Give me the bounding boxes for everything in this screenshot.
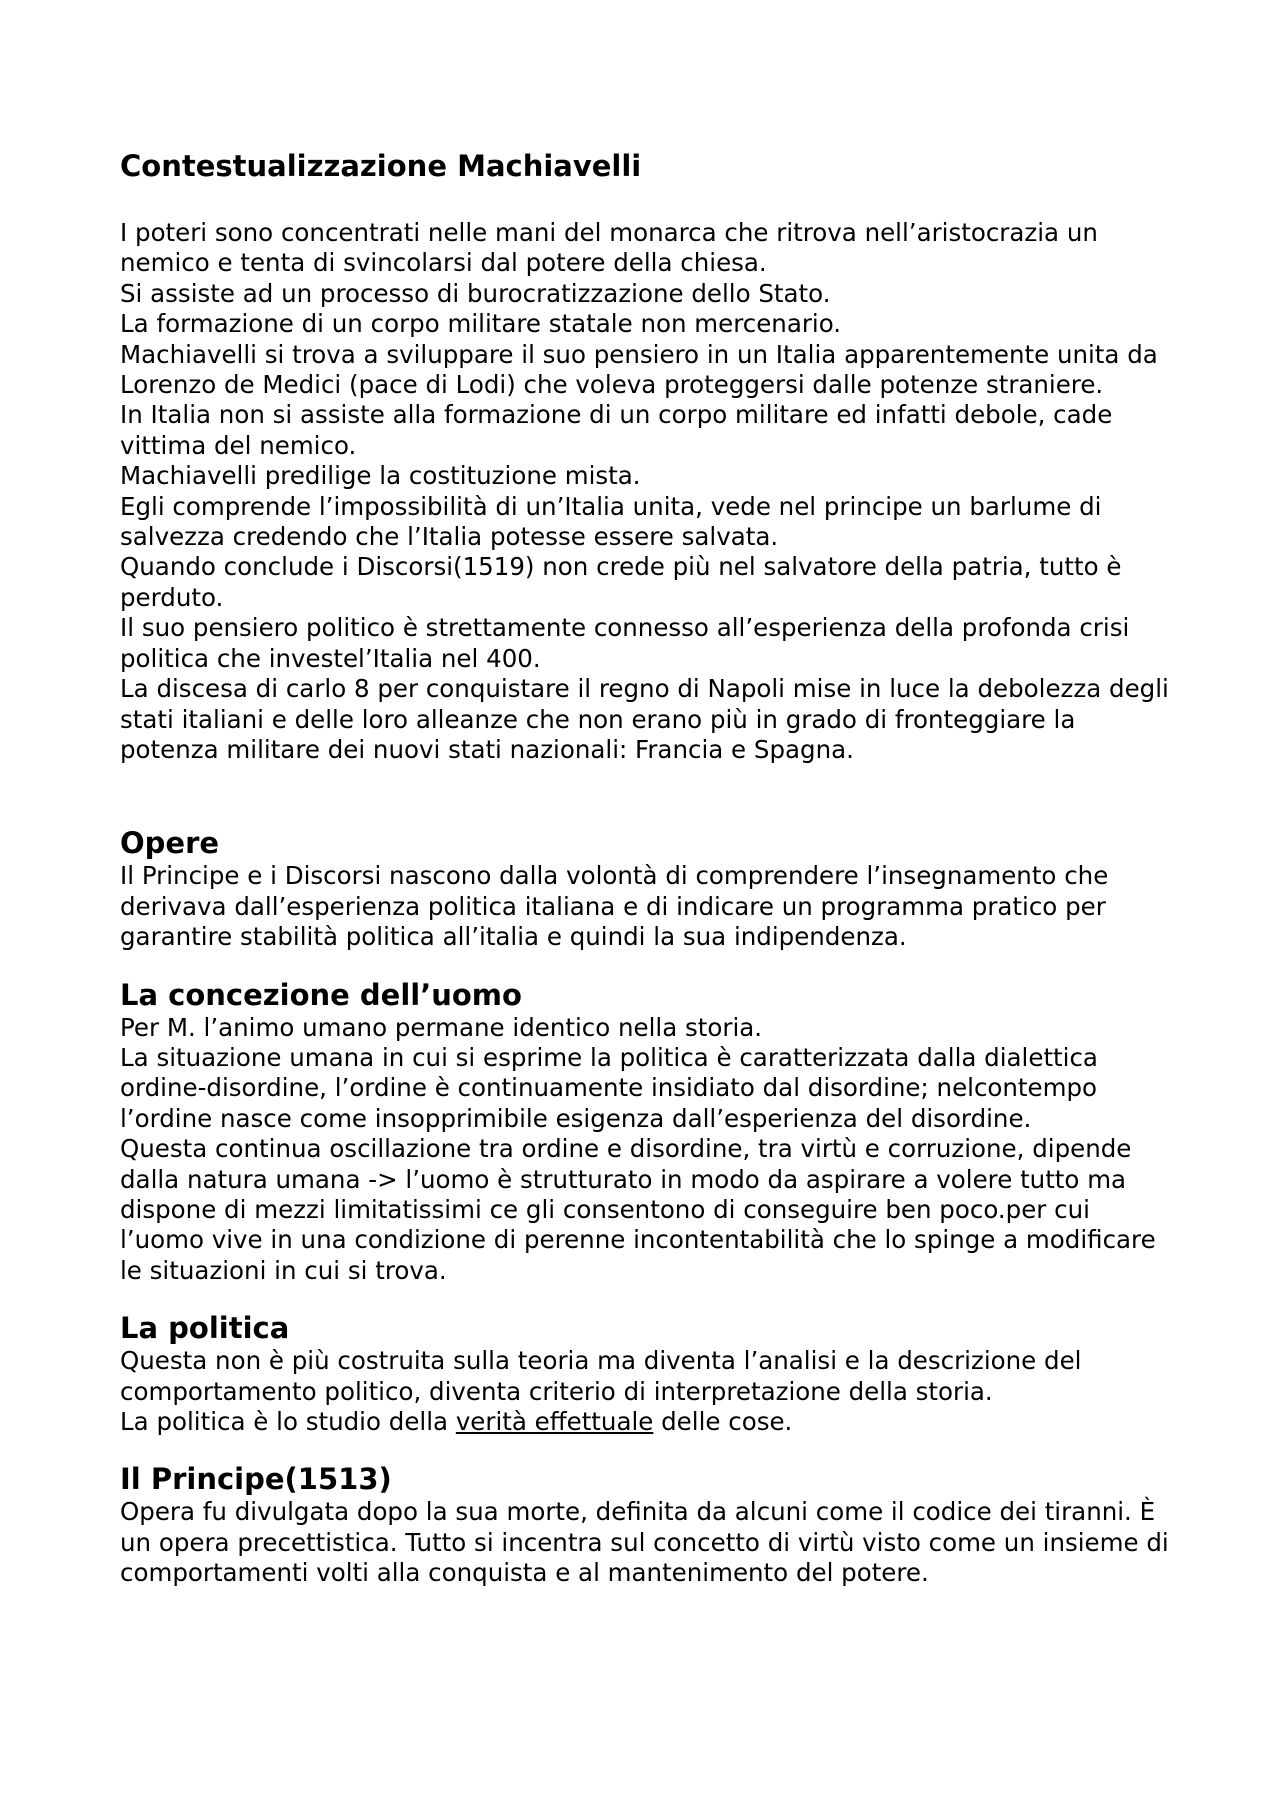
intro-paragraph-1: I poteri sono concentrati nelle mani del monarca che ritrova nell’aristocrazia un nemico e tenta di svincolarsi dal potere della chiesa. xyxy=(120,218,1098,278)
intro-paragraph-7: Egli comprende l’impossibilità di un’Italia unita, vede nel principe un barlume di salvezza credendo che l’Italia potesse essere salvata. xyxy=(120,491,1102,552)
intro-paragraph-9: Il suo pensiero politico è strettamente connesso all’esperienza della profonda crisi politica che investel’Italia nel 400. xyxy=(120,613,1130,673)
intro-section xyxy=(120,218,1180,765)
politica-heading: La politica xyxy=(120,1311,290,1346)
intro-paragraph-4: Machiavelli si trova a sviluppare il suo pensiero in un Italia apparentemente unita da Lorenzo de Medici (pace di Lodi) che voleva proteggersi dalle potenze straniere. xyxy=(120,339,1158,400)
uomo-heading: La concezione dell’uomo xyxy=(120,977,522,1012)
document-title: Contestualizzazione Machiavelli xyxy=(120,149,642,183)
intro-paragraph-3: La formazione di un corpo militare statale non mercenario. xyxy=(120,309,842,339)
intro-paragraph-6: Machiavelli predilige la costituzione mista. xyxy=(120,461,641,491)
uomo-section xyxy=(120,977,1180,1287)
politica-section xyxy=(120,1310,1180,1437)
intro-paragraph-5: In Italia non si assiste alla formazione di un corpo militare ed infatti debole, cade vittima del nemico. xyxy=(120,400,1113,460)
politica-text-before: La politica è lo studio della xyxy=(120,1407,456,1436)
principe-section xyxy=(120,1461,1180,1588)
principe-heading: Il Principe(1513) xyxy=(120,1462,392,1497)
intro-paragraph-8: Quando conclude i Discorsi(1519) non crede più nel salvatore della patria, tutto è perduto. xyxy=(120,552,1122,612)
opere-section xyxy=(120,825,1180,952)
politica-paragraph-2 xyxy=(120,1407,1180,1437)
opere-paragraph: Il Principe e i Discorsi nascono dalla volontà di comprendere l’insegnamento che derivava dall’esperienza politica italiana e di indicare un programma pratico per garantire stabilità politica all’italia e quindi la sua indipendenza. xyxy=(120,861,1109,952)
intro-paragraph-10: La discesa di carlo 8 per conquistare il regno di Napoli mise in luce la debolezza degli stati italiani e delle loro alleanze che non erano più in grado di fronteggiare la potenza militare dei nuovi stati nazionali: Francia e Spagna. xyxy=(120,674,1169,764)
politica-text-after: delle cose. xyxy=(653,1407,793,1436)
uomo-paragraph-2: La situazione umana in cui si esprime la politica è caratterizzata dalla dialettica ordine-disordine, l’ordine è continuamente insidiato dal disordine; nelcontempo l’ordine nasce come insopprimibile esigenza dall’esperienza del disordine. xyxy=(120,1042,1098,1133)
verita-effettuale-underlined: verità effettuale xyxy=(455,1407,654,1436)
opere-heading: Opere xyxy=(120,826,220,861)
uomo-paragraph-1: Per M. l’animo umano permane identico nella storia. xyxy=(120,1012,763,1042)
intro-paragraph-2: Si assiste ad un processo di burocratizzazione dello Stato. xyxy=(120,278,831,308)
uomo-paragraph-3: Questa continua oscillazione tra ordine e disordine, tra virtù e corruzione, dipende dalla natura umana -> l’uomo è strutturato in modo da aspirare a volere tutto ma dispone di mezzi limitatissimi ce gli consentono di conseguire ben poco.per cui l’uomo vive in una condizione di perenne incontentabilità che lo spinge a modificare le situazioni in cui si trova. xyxy=(120,1134,1156,1285)
principe-paragraph: Opera fu divulgata dopo la sua morte, definita da alcuni come il codice dei tiranni. È un opera precettistica. Tutto si incentra sul concetto di virtù visto come un insieme di comportamenti volti alla conquista e al mantenimento del potere. xyxy=(120,1497,1169,1588)
politica-paragraph-1: Questa non è più costruita sulla teoria ma diventa l’analisi e la descrizione del comportamento politico, diventa criterio di interpretazione della storia. xyxy=(120,1346,1082,1406)
